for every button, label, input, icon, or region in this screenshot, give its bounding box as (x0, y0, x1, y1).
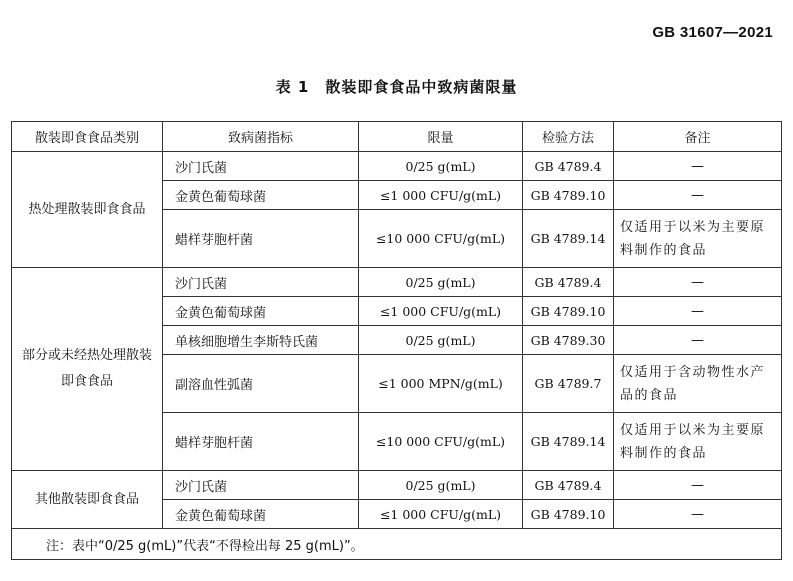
method-cell: GB 4789.14 (523, 413, 614, 471)
limit-cell: ≤1 000 CFU/g(mL) (359, 297, 523, 326)
category-cell: 其他散装即食食品 (12, 471, 163, 529)
method-cell: GB 4789.10 (523, 181, 614, 210)
pathogen-cell: 金黄色葡萄球菌 (163, 181, 359, 210)
pathogen-cell: 金黄色葡萄球菌 (163, 297, 359, 326)
remark-cell: 仅适用于以米为主要原料制作的食品 (614, 210, 782, 268)
category-cell: 热处理散装即食食品 (12, 152, 163, 268)
header-method: 检验方法 (523, 122, 614, 152)
pathogen-cell: 沙门氏菌 (163, 268, 359, 297)
remark-cell: 仅适用于含动物性水产品的食品 (614, 355, 782, 413)
limit-cell: ≤1 000 CFU/g(mL) (359, 500, 523, 529)
table-note: 注：表中“0/25 g(mL)”代表“不得检出每 25 g(mL)”。 (12, 529, 782, 560)
header-limit: 限量 (359, 122, 523, 152)
limit-cell: ≤1 000 MPN/g(mL) (359, 355, 523, 413)
limit-cell: 0/25 g(mL) (359, 152, 523, 181)
pathogen-cell: 副溶血性弧菌 (163, 355, 359, 413)
remark-cell: — (614, 500, 782, 529)
method-cell: GB 4789.14 (523, 210, 614, 268)
limit-cell: ≤10 000 CFU/g(mL) (359, 210, 523, 268)
pathogen-cell: 沙门氏菌 (163, 471, 359, 500)
pathogen-cell: 沙门氏菌 (163, 152, 359, 181)
method-cell: GB 4789.4 (523, 471, 614, 500)
category-cell: 部分或未经热处理散装即食食品 (12, 268, 163, 471)
remark-cell: — (614, 152, 782, 181)
table-row (12, 268, 782, 297)
method-cell: GB 4789.4 (523, 152, 614, 181)
header-row (12, 122, 782, 152)
method-cell: GB 4789.4 (523, 268, 614, 297)
header-remark: 备注 (614, 122, 782, 152)
note-row (12, 529, 782, 560)
limit-cell: 0/25 g(mL) (359, 326, 523, 355)
limit-cell: 0/25 g(mL) (359, 471, 523, 500)
remark-cell: — (614, 326, 782, 355)
limit-cell: 0/25 g(mL) (359, 268, 523, 297)
header-pathogen: 致病菌指标 (163, 122, 359, 152)
method-cell: GB 4789.30 (523, 326, 614, 355)
method-cell: GB 4789.10 (523, 297, 614, 326)
pathogen-cell: 蜡样芽胞杆菌 (163, 413, 359, 471)
table-row (12, 471, 782, 500)
pathogen-cell: 蜡样芽胞杆菌 (163, 210, 359, 268)
remark-cell: — (614, 181, 782, 210)
method-cell: GB 4789.10 (523, 500, 614, 529)
remark-cell: — (614, 297, 782, 326)
method-cell: GB 4789.7 (523, 355, 614, 413)
pathogen-cell: 金黄色葡萄球菌 (163, 500, 359, 529)
limit-cell: ≤1 000 CFU/g(mL) (359, 181, 523, 210)
pathogen-limit-table (11, 121, 782, 560)
remark-cell: 仅适用于以米为主要原料制作的食品 (614, 413, 782, 471)
remark-cell: — (614, 471, 782, 500)
pathogen-cell: 单核细胞增生李斯特氏菌 (163, 326, 359, 355)
remark-cell: — (614, 268, 782, 297)
header-category: 散装即食食品类别 (12, 122, 163, 152)
table-title: 表 1 散装即食食品中致病菌限量 (275, 78, 518, 96)
limit-cell: ≤10 000 CFU/g(mL) (359, 413, 523, 471)
standard-code: GB 31607—2021 (652, 24, 773, 41)
table-row (12, 152, 782, 181)
